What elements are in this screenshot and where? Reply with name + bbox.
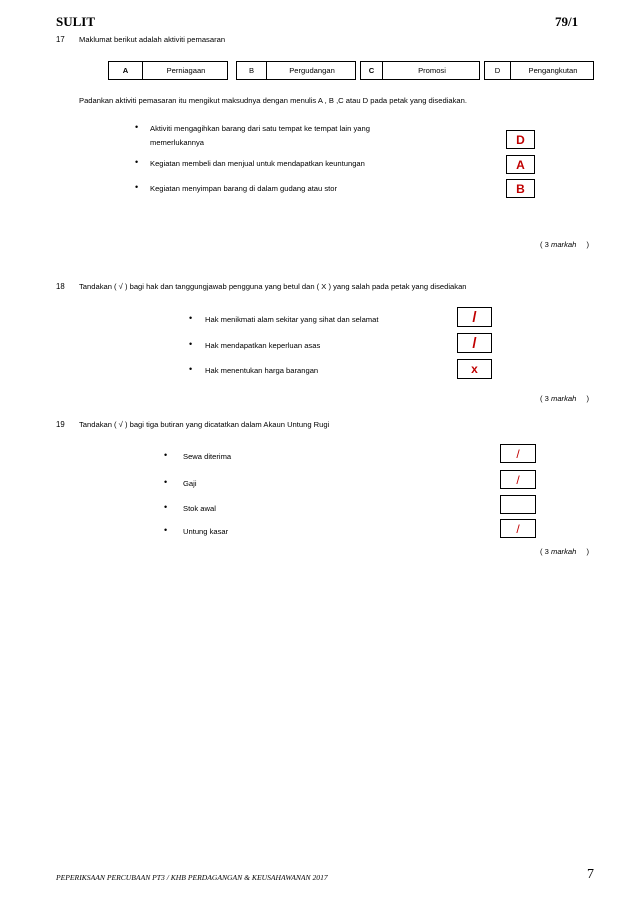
marks-open: ( 3 (540, 240, 549, 249)
q17-option-c (360, 61, 480, 80)
q17-answer-box[interactable]: B (506, 179, 535, 198)
item-text: Hak mendapatkan keperluan asas (205, 341, 321, 350)
q19-answer-box[interactable]: / (500, 470, 536, 489)
item-text: Aktiviti mengagihkan barang dari satu tempat ke tempat lain yang (150, 124, 370, 133)
marks-open: ( 3 (540, 394, 549, 403)
item-text: Kegiatan membeli dan menjual untuk mendapatkan keuntungan (150, 159, 365, 168)
option-label: Perniagaan (166, 66, 206, 75)
q19-marks (540, 547, 589, 556)
option-label: Promosi (418, 66, 446, 75)
item-text: Kegiatan menyimpan barang di dalam gudang atau stor (150, 184, 338, 193)
bullet-icon: • (164, 477, 168, 487)
marks-close: ) (586, 394, 589, 403)
bullet-icon: • (135, 182, 139, 192)
marks-close: ) (586, 240, 589, 249)
item-text: Gaji (183, 479, 197, 488)
item-text: Hak menentukan harga barangan (205, 366, 319, 375)
item-text: Hak menikmati alam sekitar yang sihat dan selamat (205, 315, 379, 324)
q17-answer-box[interactable]: A (506, 155, 535, 174)
q17-number: 17 (56, 35, 65, 44)
q19-number: 19 (56, 420, 65, 429)
item-text: Untung kasar (183, 527, 229, 536)
bullet-icon: • (164, 502, 168, 512)
q17-option-a (108, 61, 228, 80)
option-letter: A (109, 62, 143, 79)
q18-answer-box[interactable]: x (457, 359, 492, 379)
bullet-icon: • (164, 450, 168, 460)
q18-answer-box[interactable]: / (457, 333, 492, 353)
q17-answer-box[interactable]: D (506, 130, 535, 149)
q18-marks (540, 394, 589, 403)
q17-marks (540, 240, 589, 249)
bullet-icon: • (189, 364, 193, 374)
page-number: 7 (587, 867, 594, 882)
q17-instruction: Padankan aktiviti pemasaran itu mengikut maksudnya dengan menulis A , B ,C atau D pada petak yang disediakan. (79, 96, 467, 105)
marks-open: ( 3 (540, 547, 549, 556)
marks-close: ) (586, 547, 589, 556)
q19-answer-box[interactable]: / (500, 519, 536, 538)
marks-word: markah (551, 547, 577, 556)
q17-option-d (484, 61, 594, 80)
marks-word: markah (551, 240, 577, 249)
q18-number: 18 (56, 282, 65, 291)
option-label: Pergudangan (289, 66, 335, 75)
option-label: Pengangkutan (528, 66, 578, 75)
q19-answer-box[interactable] (500, 495, 536, 514)
bullet-icon: • (164, 525, 168, 535)
item-text: Stok awal (183, 504, 216, 513)
q18-prompt: Tandakan ( √ ) bagi hak dan tanggungjawab pengguna yang betul dan ( X ) yang salah pada petak yang disediakan (79, 282, 467, 291)
item-text: Sewa diterima (183, 452, 232, 461)
q17-prompt: Maklumat berikut adalah aktiviti pemasaran (79, 35, 226, 44)
bullet-icon: • (135, 122, 139, 132)
q19-prompt: Tandakan ( √ ) bagi tiga butiran yang dicatatkan dalam Akaun Untung Rugi (79, 420, 330, 429)
footer-text: PEPERIKSAAN PERCUBAAN PT3 / KHB PERDAGANGAN & KEUSAHAWANAN 2017 (56, 873, 328, 882)
item-text-cont: memerlukannya (150, 138, 205, 147)
option-letter: D (485, 62, 511, 79)
option-letter: C (361, 62, 383, 79)
marks-word: markah (551, 394, 577, 403)
bullet-icon: • (135, 157, 139, 167)
header-code: 79/1 (555, 14, 579, 29)
bullet-icon: • (189, 339, 193, 349)
q18-answer-box[interactable]: / (457, 307, 492, 327)
option-letter: B (237, 62, 267, 79)
q17-option-b (236, 61, 356, 80)
q19-answer-box[interactable]: / (500, 444, 536, 463)
header-sulit: SULIT (56, 14, 96, 29)
bullet-icon: • (189, 313, 193, 323)
